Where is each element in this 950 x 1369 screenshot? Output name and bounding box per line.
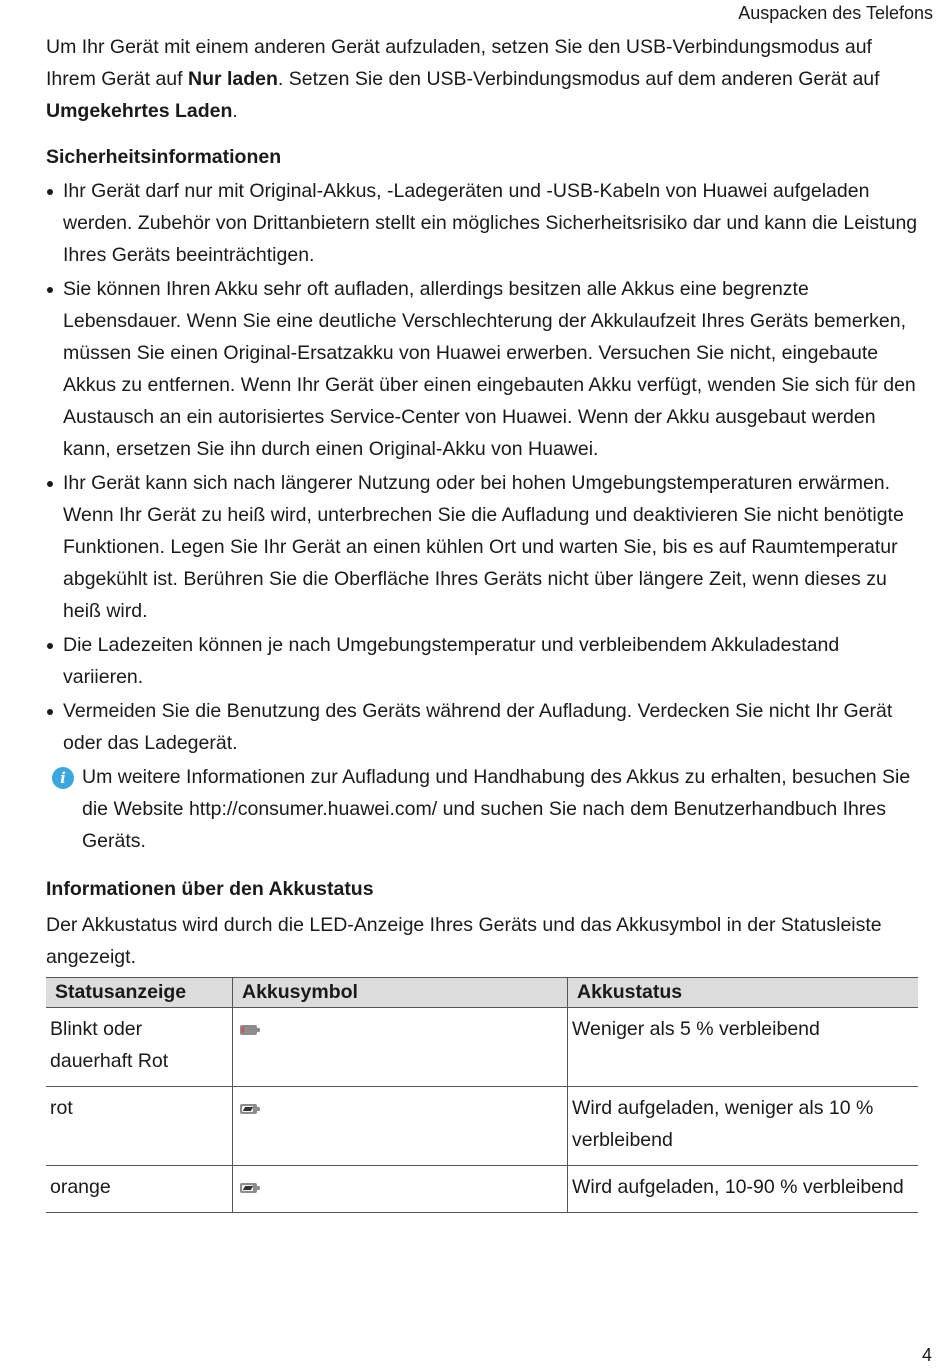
table-header-row xyxy=(46,978,918,1008)
battery-low-icon xyxy=(240,1025,260,1035)
cell-status: Wird aufgeladen, weniger als 10 % verbleibend xyxy=(568,1087,919,1166)
info-icon: i xyxy=(52,767,74,789)
battery-charging-icon xyxy=(240,1104,260,1114)
intro-text-1: Um Ihr Gerät mit einem anderen Gerät aufzuladen, setzen Sie den USB-Verbindungsmodus auf Ihrem Gerät auf xyxy=(46,36,872,90)
cell-status: Wird aufgeladen, 10-90 % verbleibend xyxy=(568,1166,919,1213)
cell-icon xyxy=(233,1166,568,1213)
cell-indicator: Blinkt oder dauerhaft Rot xyxy=(46,1008,233,1087)
safety-bullet: Ihr Gerät kann sich nach längerer Nutzung oder bei hohen Umgebungstemperaturen erwärmen. Wenn Ihr Gerät zu heiß wird, unterbrechen Sie die Aufladung und deaktivieren Sie nicht benötigte Funktionen. Legen Sie Ihr Gerät an einen kühlen Ort und warten Sie, bis es auf Raumtemperatur abgekühlt ist. Berühren Sie die Oberfläche Ihres Geräts nicht über längere Zeit, wenn dieses zu heiß wird. xyxy=(46,467,918,627)
safety-bullet-list xyxy=(46,175,918,759)
table-row xyxy=(46,1008,918,1087)
page-content xyxy=(46,31,918,1213)
cell-status: Weniger als 5 % verbleibend xyxy=(568,1008,919,1087)
safety-bullet: Sie können Ihren Akku sehr oft aufladen, allerdings besitzen alle Akkus eine begrenzte Lebensdauer. Wenn Sie eine deutliche Verschlechterung der Akkulaufzeit Ihres Geräts bemerken, müssen Sie einen Original-Ersatzakku von Huawei erwerben. Versuchen Sie nicht, eingebaute Akkus zu entfernen. Wenn Ihr Gerät über einen eingebauten Akku verfügt, wenden Sie sich für den Austausch an ein autorisiertes Service-Center von Huawei. Wenn der Akku ausgebaut werden kann, ersetzen Sie ihn durch einen Original-Akku von Huawei. xyxy=(46,273,918,465)
intro-text-3: . xyxy=(232,100,238,122)
battery-status-heading: Informationen über den Akkustatus xyxy=(46,878,374,900)
table-row xyxy=(46,1166,918,1213)
safety-bullet: Die Ladezeiten können je nach Umgebungstemperatur und verbleibendem Akkuladestand variieren. xyxy=(46,629,918,693)
table-row xyxy=(46,1087,918,1166)
safety-bullet: Vermeiden Sie die Benutzung des Geräts während der Aufladung. Verdecken Sie nicht Ihr Gerät oder das Ladegerät. xyxy=(46,695,918,759)
battery-status-table xyxy=(46,977,918,1213)
info-note xyxy=(46,761,918,857)
page-header-section-title: Auspacken des Telefons xyxy=(738,3,933,23)
column-header-akkusymbol: Akkusymbol xyxy=(233,978,568,1008)
intro-text-2: . Setzen Sie den USB-Verbindungsmodus auf dem anderen Gerät auf xyxy=(277,68,880,90)
column-header-statusanzeige: Statusanzeige xyxy=(46,978,233,1008)
battery-status-description: Der Akkustatus wird durch die LED-Anzeige Ihres Geräts und das Akkusymbol in der Statusleiste angezeigt. xyxy=(46,914,882,968)
page-number: 4 xyxy=(921,1345,932,1365)
intro-bold-umgekehrtes-laden: Umgekehrtes Laden xyxy=(46,100,233,122)
column-header-akkustatus: Akkustatus xyxy=(568,978,919,1008)
cell-icon xyxy=(233,1008,568,1087)
intro-paragraph xyxy=(46,31,918,127)
cell-icon xyxy=(233,1087,568,1166)
cell-indicator: orange xyxy=(46,1166,233,1213)
safety-heading: Sicherheitsinformationen xyxy=(46,146,282,168)
info-note-text: Um weitere Informationen zur Aufladung und Handhabung des Akkus zu erhalten, besuchen Sie die Website http://consumer.huawei.com/ und suchen Sie nach dem Benutzerhandbuch Ihres Geräts. xyxy=(82,766,911,852)
battery-charging-icon xyxy=(240,1183,260,1193)
safety-bullet: Ihr Gerät darf nur mit Original-Akkus, -Ladegeräten und -USB-Kabeln von Huawei aufgeladen werden. Zubehör von Drittanbietern stellt ein mögliches Sicherheitsrisiko dar und kann die Leistung Ihres Geräts beeinträchtigen. xyxy=(46,175,918,271)
cell-indicator: rot xyxy=(46,1087,233,1166)
intro-bold-nur-laden: Nur laden xyxy=(187,68,278,90)
